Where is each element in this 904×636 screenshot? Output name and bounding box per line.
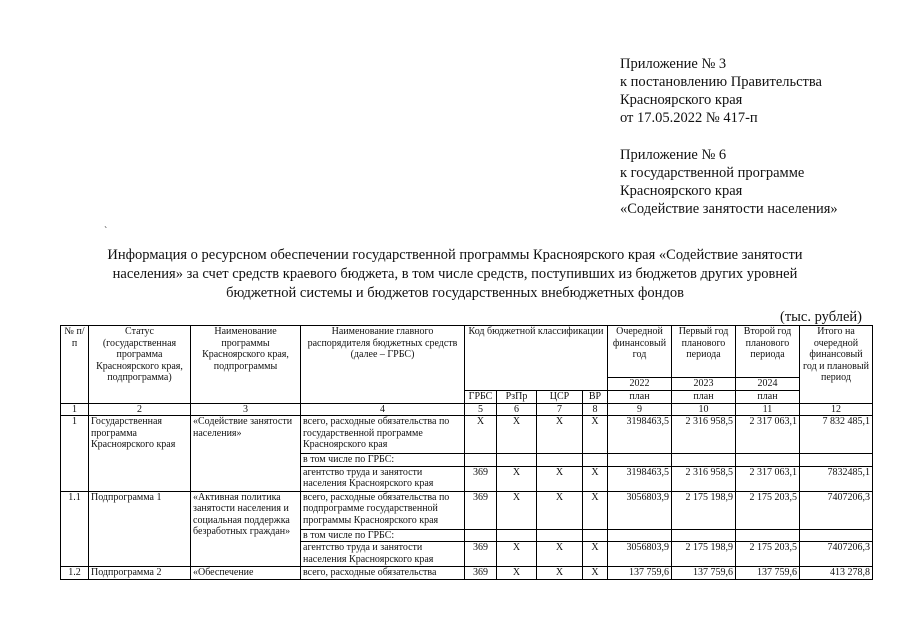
- colnum: 2: [89, 403, 191, 416]
- appendix-6-line3: Красноярского края: [620, 183, 743, 199]
- colnum: 7: [537, 403, 583, 416]
- row-num: 1.1: [61, 491, 89, 567]
- cell-csr: Х: [537, 542, 583, 567]
- appendix-3-line3: Красноярского края: [620, 92, 743, 108]
- cell-csr: Х: [537, 567, 583, 580]
- cell-y1: 3056803,9: [608, 491, 672, 529]
- cell-grbs: 369: [465, 466, 497, 491]
- header-year1: 2022: [608, 378, 672, 391]
- cell-y2: 2 316 958,5: [672, 416, 736, 454]
- row-status: Подпрограмма 2: [89, 567, 191, 580]
- row-name: «Активная политика занятости населения и социальная поддержка безработных граждан»: [191, 491, 301, 567]
- appendix-6-line2: к государственной программе: [620, 165, 805, 181]
- cell-csr: Х: [537, 466, 583, 491]
- colnum: 4: [301, 403, 465, 416]
- appendix-3-line2: к постановлению Правительства: [620, 74, 822, 90]
- cell-y1: 3056803,9: [608, 542, 672, 567]
- cell-rzpr: Х: [497, 567, 537, 580]
- cell-y2: 137 759,6: [672, 567, 736, 580]
- row-name: «Обеспечение: [191, 567, 301, 580]
- row-num: 1.2: [61, 567, 89, 580]
- title-line3: бюджетной системы и бюджетов государственных внебюджетных фондов: [226, 285, 684, 301]
- cell-total: 7 832 485,1: [800, 416, 873, 454]
- row-num: 1: [61, 416, 89, 492]
- header-plan3: план: [736, 390, 800, 403]
- cell-y2: 2 316 958,5: [672, 466, 736, 491]
- header-year3: 2024: [736, 378, 800, 391]
- header-grbs-name: Наименование главного распорядителя бюджетных средств (далее – ГРБС): [301, 326, 465, 404]
- cell-rzpr: Х: [497, 416, 537, 454]
- cell-y3: 2 175 203,5: [736, 491, 800, 529]
- row-total-label: всего, расходные обязательства по подпрограмме государственной программы Красноярского края: [301, 491, 465, 529]
- cell-y3: 137 759,6: [736, 567, 800, 580]
- header-y3: Второй год планового периода: [736, 326, 800, 378]
- row-agency-label: агентство труда и занятости населения Красноярского края: [301, 466, 465, 491]
- colnum: 5: [465, 403, 497, 416]
- colnum: 9: [608, 403, 672, 416]
- header-vr: ВР: [583, 390, 608, 403]
- row-total-label: всего, расходные обязательства по государственной программе Красноярского края: [301, 416, 465, 454]
- stray-mark: `: [104, 226, 108, 237]
- table-row: [61, 416, 873, 454]
- header-num: № п/п: [61, 326, 89, 404]
- colnum: 10: [672, 403, 736, 416]
- cell-vr: Х: [583, 416, 608, 454]
- appendix-6-block: [620, 146, 838, 218]
- header-plan2: план: [672, 390, 736, 403]
- header-grbs: ГРБС: [465, 390, 497, 403]
- colnum: 6: [497, 403, 537, 416]
- cell-vr: Х: [583, 491, 608, 529]
- cell-grbs: Х: [465, 416, 497, 454]
- header-y1: Очередной финансовый год: [608, 326, 672, 378]
- cell-csr: Х: [537, 416, 583, 454]
- cell-y1: 3198463,5: [608, 416, 672, 454]
- cell-y2: 2 175 198,9: [672, 542, 736, 567]
- row-status: Государственная программа Красноярского края: [89, 416, 191, 492]
- appendix-3-line4: от 17.05.2022 № 417-п: [620, 110, 758, 126]
- cell-vr: Х: [583, 466, 608, 491]
- cell-total: 7407206,3: [800, 491, 873, 529]
- row-status: Подпрограмма 1: [89, 491, 191, 567]
- cell-csr: Х: [537, 491, 583, 529]
- header-total: Итого на очередной финансовый год и плановый период: [800, 326, 873, 404]
- cell-y3: 2 317 063,1: [736, 416, 800, 454]
- colnum: 8: [583, 403, 608, 416]
- cell-grbs: 369: [465, 542, 497, 567]
- document-title: [90, 246, 820, 303]
- header-rzpr: РзПр: [497, 390, 537, 403]
- cell-rzpr: Х: [497, 491, 537, 529]
- header-year2: 2023: [672, 378, 736, 391]
- cell-vr: Х: [583, 567, 608, 580]
- cell-y1: 3198463,5: [608, 466, 672, 491]
- colnum: 11: [736, 403, 800, 416]
- header-csr: ЦСР: [537, 390, 583, 403]
- cell-total: 7832485,1: [800, 466, 873, 491]
- cell-total: 413 278,8: [800, 567, 873, 580]
- colnum: 1: [61, 403, 89, 416]
- resource-table: [60, 325, 873, 580]
- cell-total: 7407206,3: [800, 542, 873, 567]
- row-total-label: всего, расходные обязательства: [301, 567, 465, 580]
- cell-rzpr: Х: [497, 466, 537, 491]
- table-row: [61, 491, 873, 529]
- row-incl-label: в том числе по ГРБС:: [301, 454, 465, 467]
- title-line1: Информация о ресурсном обеспечении государственной программы Красноярского края «Содействие занятости: [107, 247, 803, 263]
- cell-grbs: 369: [465, 567, 497, 580]
- row-name: «Содействие занятости населения»: [191, 416, 301, 492]
- colnum: 3: [191, 403, 301, 416]
- title-line2: населения» за счет средств краевого бюджета, в том числе средств, поступивших из бюджетов других уровней: [112, 266, 798, 282]
- units-label: (тыс. рублей): [780, 309, 862, 325]
- appendix-3-block: [620, 55, 822, 127]
- cell-y3: 2 175 203,5: [736, 542, 800, 567]
- cell-y1: 137 759,6: [608, 567, 672, 580]
- header-code: Код бюджетной классификации: [465, 326, 608, 391]
- row-incl-label: в том числе по ГРБС:: [301, 529, 465, 542]
- header-plan1: план: [608, 390, 672, 403]
- cell-y3: 2 317 063,1: [736, 466, 800, 491]
- header-status: Статус (государственная программа Красноярского края, подпрограмма): [89, 326, 191, 404]
- table-row: [61, 567, 873, 580]
- cell-grbs: 369: [465, 491, 497, 529]
- cell-y2: 2 175 198,9: [672, 491, 736, 529]
- header-row: [61, 326, 873, 378]
- appendix-3-line1: Приложение № 3: [620, 56, 727, 72]
- cell-rzpr: Х: [497, 542, 537, 567]
- colnum: 12: [800, 403, 873, 416]
- row-agency-label: агентство труда и занятости населения Красноярского края: [301, 542, 465, 567]
- header-y2: Первый год планового периода: [672, 326, 736, 378]
- cell-vr: Х: [583, 542, 608, 567]
- appendix-6-line1: Приложение № 6: [620, 147, 727, 163]
- column-numbers-row: [61, 403, 873, 416]
- header-name: Наименование программы Красноярского края, подпрограммы: [191, 326, 301, 404]
- appendix-6-line4: «Содействие занятости населения»: [620, 201, 838, 217]
